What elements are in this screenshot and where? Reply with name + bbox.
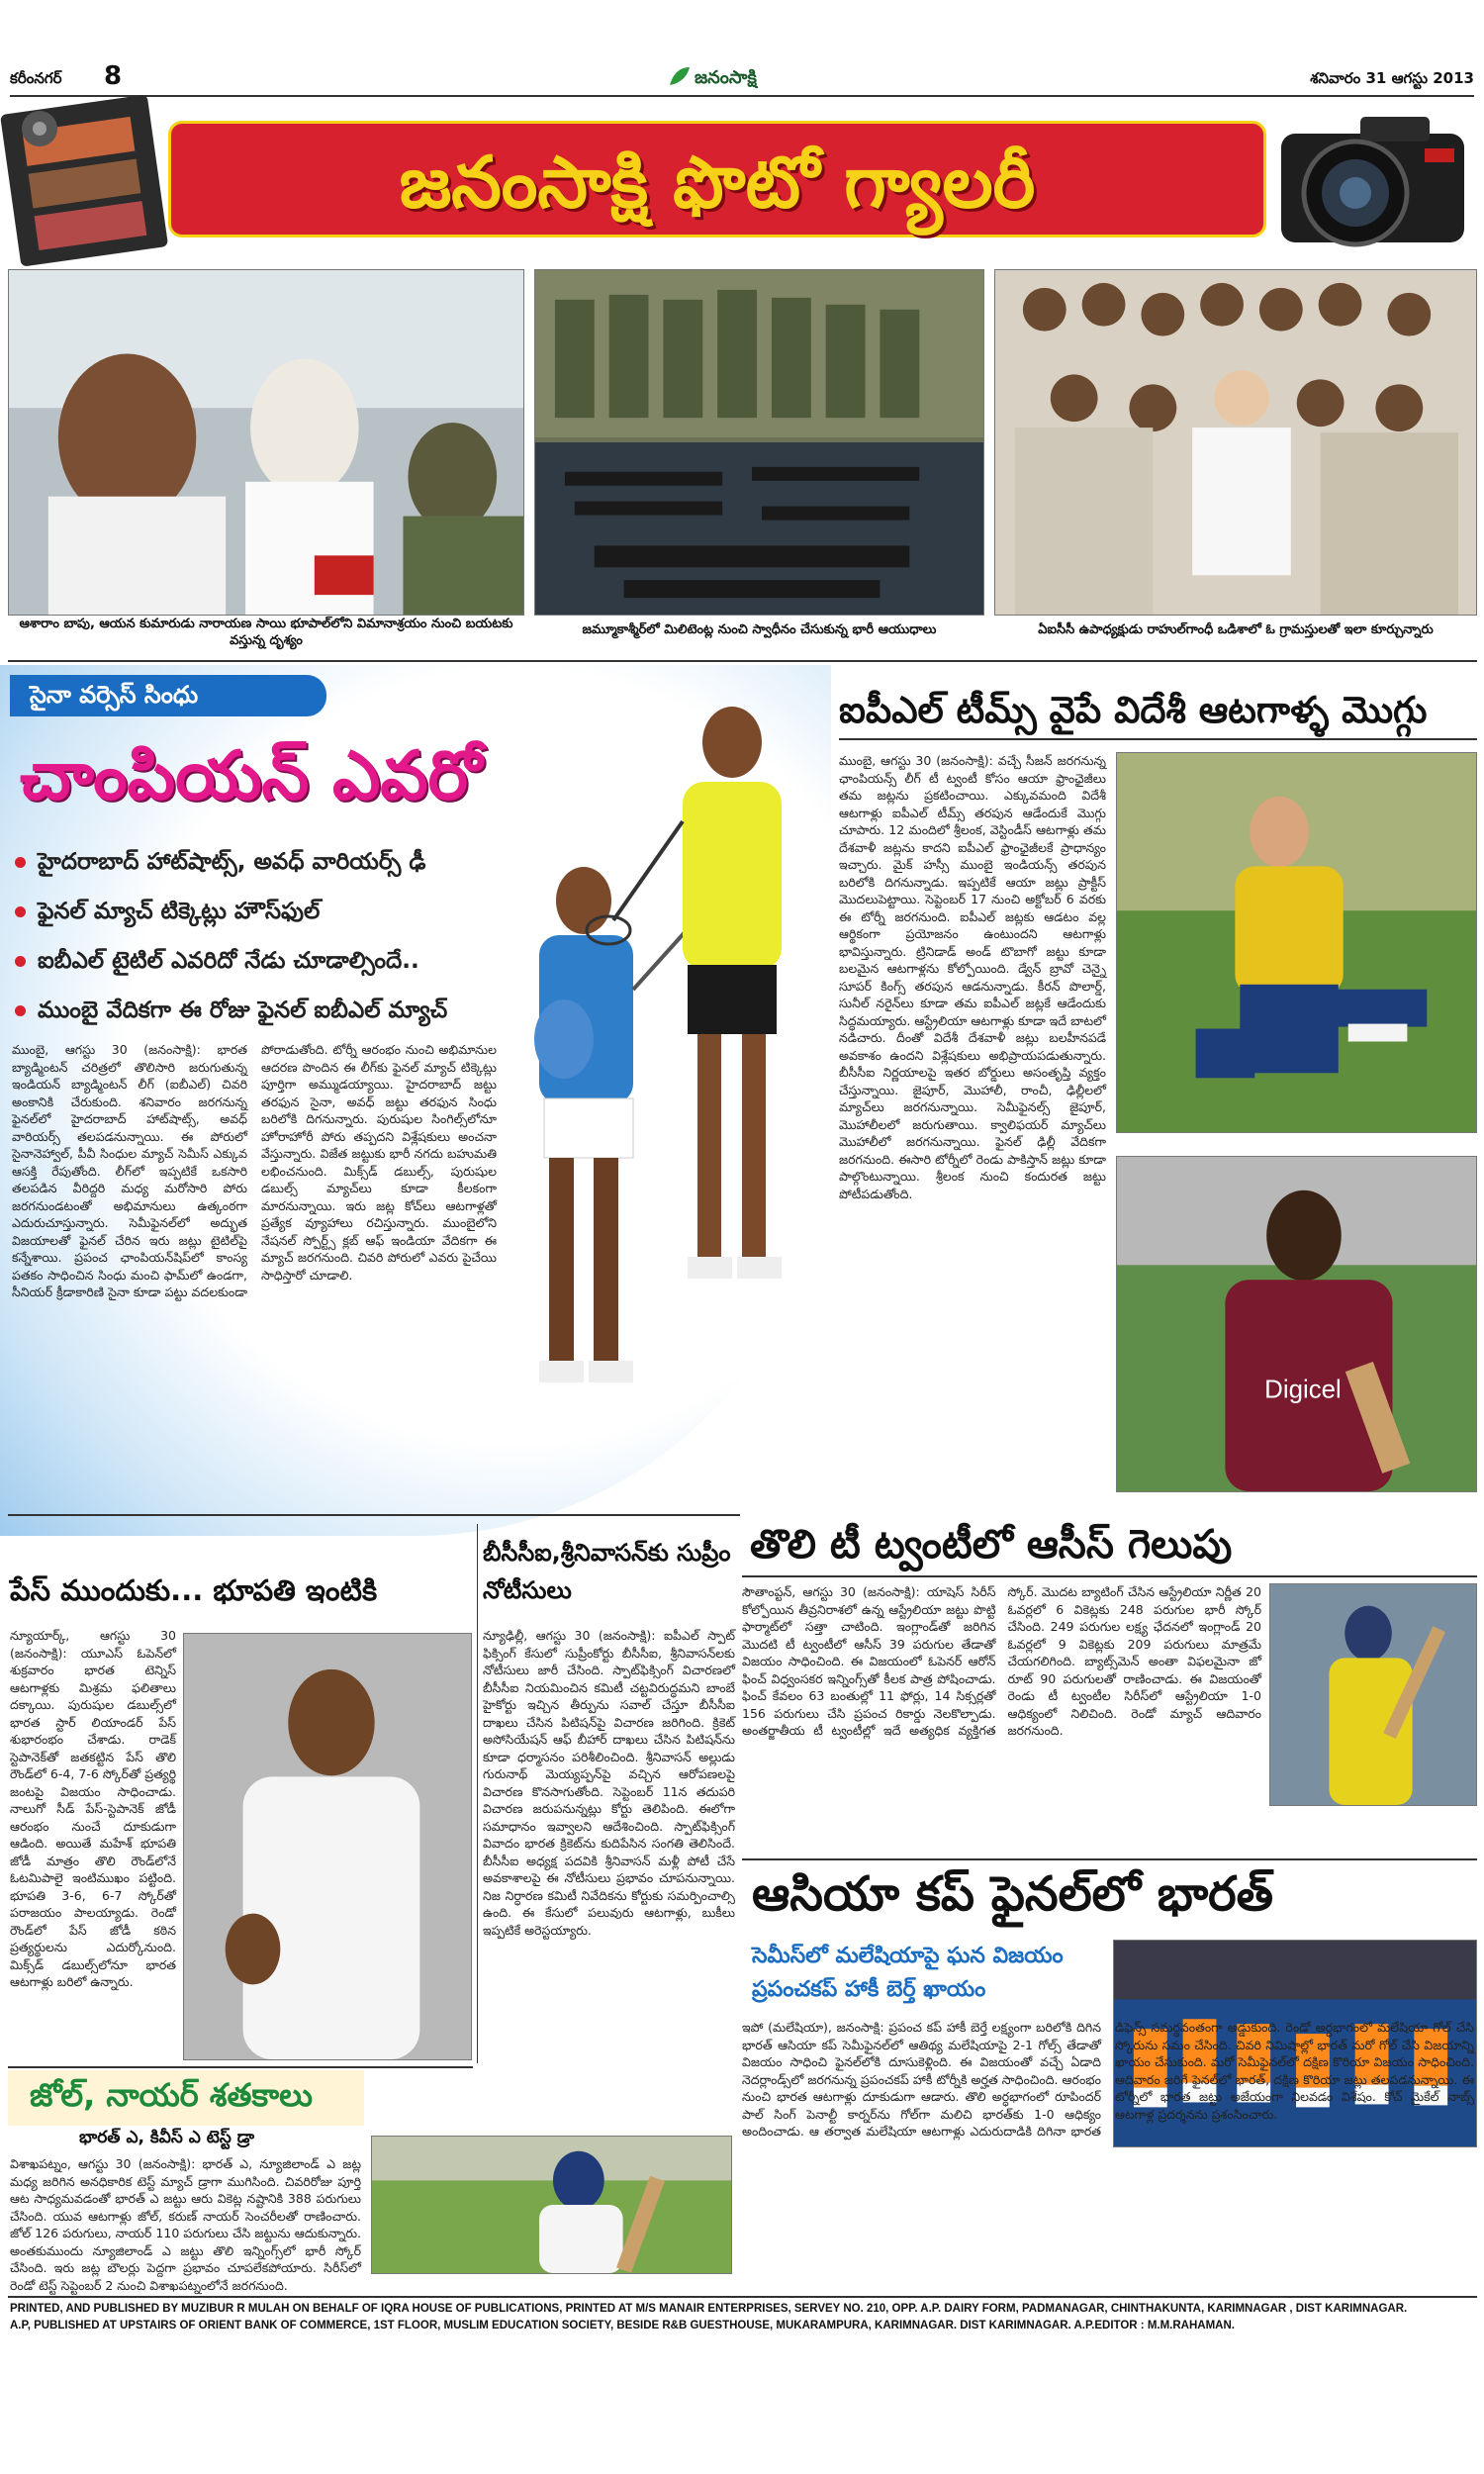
- issue-date: శనివారం 31 ఆగస్టు 2013: [1310, 69, 1474, 87]
- photo-weapons-caption: జమ్మూకాశ్మీర్‌లో మిలిటెంట్ల నుంచి స్వాధీనం చేసుకున్న భారీ ఆయుధాలు: [582, 622, 937, 637]
- bcci-vertical-rule: [477, 1524, 478, 2063]
- bullet-dot-icon: [15, 1005, 26, 1016]
- photo-seized-weapons: [534, 269, 984, 616]
- masthead: [10, 61, 1474, 97]
- photo-leander-paes: [183, 1633, 472, 2060]
- saina-kicker: సైనా వర్సెస్ సింధు: [30, 681, 199, 709]
- photo-rahul-caption: ఏఐసీసీ ఉపాధ్యక్షుడు రాహుల్‌గాంధీ ఒడిశాలో ఓ గ్రామస్తులతో ఇలా కూర్చున్నారు: [1038, 622, 1434, 637]
- saina-bullet: ఫైనల్ మ్యాచ్ టిక్కెట్లు హౌస్‌ఫుల్: [15, 899, 320, 930]
- ipl-headline: ఐపీఎల్ టీమ్స్ వైపే విదేశీ ఆటగాళ్ళ మొగ్గు: [839, 689, 1428, 731]
- page-number: 8: [104, 61, 123, 91]
- asia-cup-top-rule: [742, 1858, 1477, 1860]
- ipl-headline-rule: [839, 738, 1477, 740]
- bcci-body: న్యూఢిల్లీ, ఆగస్టు 30 (జనంసాక్షి): ఐపీఎల్ స్పాట్ ఫిక్సింగ్ కేసులో సుప్రీంకోర్టు బీసీసీఐ, శ్రీనివాసన్‌లకు నోటీసులు జారీ చేసింది. స్పాట్‌ఫిక్సింగ్ విచారణలో బీసీసీఐ నియమించిన కమిటీ చట్టవిరుద్ధమని బాంబే హైకోర్టు ఇచ్చిన తీర్పును సవాల్ చేస్తూ బీసీసీఐ దాఖలు చేసిన పిటిషన్‌పై విచారణ జరిగింది. క్రికెట్ అసోసియేషన్ ఆఫ్ బీహార్ దాఖలు చేసిన పిటిషన్‌ను కూడా ధర్మాసనం పరిశీలించింది. శ్రీనివాసన్ అల్లుడు గురునాథ్ మెయ్యప్పన్‌పై వచ్చిన ఆరోపణలపై విచారణ కొనసాగుతోంది. సెప్టెంబర్ 11న తదుపరి విచారణ జరుపనున్నట్లు కోర్టు తెలిపింది. ఈలోగా సమాధానం ఇవ్వాలని ఆదేశించింది. స్పాట్‌ఫిక్సింగ్ వివాదం భారత క్రికెట్‌ను కుదిపేసిన సంగతి తెలిసిందే. బీసీసీఐ అధ్యక్ష పదవికి శ్రీనివాసన్ మళ్లీ పోటీ చేసే అవకాశాలపై ఈ నోటీసులు ప్రభావం చూపనున్నాయి. నిజ నిర్ధారణ కమిటీ నివేదికను కోర్టుకు సమర్పించాల్సి ఉంది. ఈ కేసులో పలువురు ఆటగాళ్లు, బుకీలు ఇప్పటికే అరెస్టయ్యారు.: [483, 1628, 735, 1938]
- joel-top-rule: [8, 2066, 473, 2068]
- t20-body: సౌతాంప్టన్, ఆగస్టు 30 (జనంసాక్షి): యాషెస్ సిరీస్ కోల్పోయిన తీవ్రనిరాశలో ఉన్న ఆస్ట్రేలియా జట్టు పొట్టి ఫార్మాట్‌లో సత్తా చాటింది. ఇంగ్లాండ్‌తో జరిగిన మొదటి టీ ట్వంటీలో ఆసీస్ 39 పరుగుల తేడాతో విజయం సాధించింది. ఈ విజయంలో ఓపెనర్ ఆరోన్ ఫించ్ విధ్వంసకర ఇన్నింగ్స్‌తో కీలక పాత్ర పోషించాడు. ఫించ్ కేవలం 63 బంతుల్లో 11 ఫోర్లు, 14 సిక్సర్లతో 156 పరుగులు చేసి ప్రపంచ రికార్డు నెలకొల్పాడు. అంతర్జాతీయ టీ ట్వంటీల్లో ఇదే అత్యధిక వ్యక్తిగత స్కోర్. మొదట బ్యాటింగ్ చేసిన ఆస్ట్రేలియా నిర్ణీత 20 ఓవర్లలో 6 వికెట్లకు 248 పరుగుల భారీ స్కోర్ చేసింది. 249 పరుగుల లక్ష్య ఛేదనలో ఇంగ్లాండ్ 20 ఓవర్లలో 9 వికెట్లకు 209 పరుగులు మాత్రమే చేయగలిగింది. బ్యాట్స్‌మెన్ అంతా విఫలమైనా జో రూట్ 90 పరుగులతో రాణించాడు. ఈ విజయంతో రెండు టీ ట్వంటీల సిరీస్‌లో ఆస్ట్రేలియా 1-0 ఆధిక్యంలో నిలిచింది. రెండో మ్యాచ్ ఆదివారం జరగనుంది.: [742, 1584, 1261, 1738]
- joel-headline: జోల్, నాయర్ శతకాలు: [30, 2076, 313, 2114]
- photo-west-indies-batsman: [1116, 1156, 1477, 1492]
- asia-cup-subhead-2: ప్రపంచకప్ హాకీ బెర్త్ ఖాయం: [752, 1977, 986, 2002]
- footer-imprint-line-2: A.P, PUBLISHED AT UPSTAIRS OF ORIENT BANK OF COMMERCE, 1ST FLOOR, MUSLIM EDUCATION SOCIETY, BESIDE R&B GUESTHOUSE, MUKARAMPURA, KARIMNAGAR. DIST KARIMNAGAR. A.P.EDITOR : M.M.RAHAMAN.: [10, 2320, 1235, 2331]
- saina-body: ముంబై, ఆగస్టు 30 (జనంసాక్షి): భారత బ్యాడ్మింటన్ చరిత్రలో తొలిసారి జరుగుతున్న ఇండియన్ బ్యాడ్మింటన్ లీగ్ (ఐబీఎల్) చివరి అంకానికి చేరుకుంది. శనివారం జరగనున్న ఫైనల్‌లో హైదరాబాద్ హాట్‌షాట్స్, అవధ్ వారియర్స్ తలపడనున్నాయి. ఈ పోరులో సైనానెహ్వాల్, పీవీ సింధుల మ్యాచ్ సెమీస్ ఎక్కువ ఆసక్తి రేపుతోంది. లీగ్‌లో ఇప్పటికే ఒకసారి తలపడిన వీరిద్దరి మధ్య మరోసారి పోరు జరగనుండటంతో అభిమానులు ఉత్కంఠగా ఎదురుచూస్తున్నారు. సెమీఫైనల్‌లో అద్భుత విజయాలతో ఫైనల్ చేరిన ఇరు జట్లు టైటిల్‌పై కన్నేశాయి. ప్రపంచ ఛాంపియన్‌షిప్‌లో కాంస్య పతకం సాధించిన సింధు మంచి ఫామ్‌లో ఉండగా, సీనియర్ క్రీడాకారిణి సైనా కూడా పట్టు వదలకుండా పోరాడుతోంది. టోర్నీ ఆరంభం నుంచి అభిమానుల ఆదరణ పొందిన ఈ లీగ్‌కు ఫైనల్ మ్యాచ్ టిక్కెట్లు పూర్తిగా అమ్ముడయ్యాయి. హైదరాబాద్ జట్టు తరఫున సైనా, అవధ్ జట్టు తరఫున సింధు బరిలోకి దిగనున్నారు. పురుషుల సింగిల్స్‌లోనూ హోరాహోరీ పోరు తప్పదని విశ్లేషకులు అంచనా వేస్తున్నారు. విజేత జట్టుకు భారీ నగదు బహుమతి లభించనుంది. మిక్స్‌డ్ డబుల్స్, పురుషుల డబుల్స్ మ్యాచ్‌లు కూడా కీలకంగా మారనున్నాయి. ఇరు జట్ల కోచ్‌లు ఆటగాళ్లతో ప్రత్యేక వ్యూహాలు రచిస్తున్నారు. ముంబైలోని నేషనల్ స్పోర్ట్స్ క్లబ్ ఆఫ్ ఇండియా వేదికగా ఈ మ్యాచ్ జరగనుంది. చివరి పోరులో ఎవరు పైచేయి సాధిస్తారో చూడాలి.: [12, 1042, 497, 1299]
- paes-body: న్యూయార్క్, ఆగస్టు 30 (జనంసాక్షి): యూఎస్ ఓపెన్‌లో శుక్రవారం భారత టెన్నిస్ ఆటగాళ్లకు మిశ్రమ ఫలితాలు దక్కాయి. పురుషుల డబుల్స్‌లో భారత స్టార్ లియాండర్ పేస్ శుభారంభం చేశాడు. రాడెక్ స్టెపానెక్‌తో జతకట్టిన పేస్ తొలి రౌండ్‌లో 6-4, 7-6 స్కోర్‌తో ప్రత్యర్థి జంటపై విజయం సాధించాడు. నాలుగో సీడ్ పేస్-స్టెపానెక్ జోడీ ఆరంభం నుంచే దూకుడుగా ఆడింది. అయితే మహేశ్ భూపతి జోడీ మాత్రం తొలి రౌండ్‌లోనే ఓటమిపాలై ఇంటిముఖం పట్టింది. భూపతి 3-6, 6-7 స్కోర్‌తో పరాజయం పాలయ్యాడు. రెండో రౌండ్‌లో పేస్ జోడీ కఠిన ప్రత్యర్థులను ఎదుర్కోనుంది. మిక్స్‌డ్ డబుల్స్‌లోనూ భారత ఆటగాళ్లు బరిలో ఉన్నారు.: [10, 1628, 176, 1989]
- camera-icon: [1261, 99, 1479, 262]
- joel-body: విశాఖపట్నం, ఆగస్టు 30 (జనంసాక్షి): భారత్ ఎ, న్యూజిలాండ్ ఎ జట్ల మధ్య జరిగిన అనధికారిక టెస్ట్ మ్యాచ్ డ్రాగా ముగిసింది. చివరిరోజు పూర్తి ఆట సాధ్యమవడంతో భారత్ ఎ జట్టు ఆరు వికెట్ల నష్టానికి 388 పరుగులు చేసింది. యువ ఆటగాళ్లు జోల్, కరుణ్ నాయర్ సెంచరీలతో రాణించారు. జోల్ 126 పరుగులు, నాయర్ 110 పరుగులు చేసి జట్టును ఆదుకున్నారు. అంతకుముందు న్యూజిలాండ్ ఎ జట్టు తొలి ఇన్నింగ్స్‌లో భారీ స్కోర్ చేసింది. ఇరు జట్ల బౌలర్లు పెద్దగా ప్రభావం చూపలేకపోయారు. సిరీస్‌లో రెండో టెస్ట్ సెప్టెంబర్ 2 నుంచి విశాఖపట్నంలోనే జరగనుంది.: [10, 2156, 361, 2293]
- saina-bullet: హైదరాబాద్ హాట్‌షాట్స్, అవధ్ వారియర్స్ ఢీ: [15, 849, 425, 881]
- ipl-body: ముంబై, ఆగస్టు 30 (జనంసాక్షి): వచ్చే సీజన్ జరగనున్న ఛాంపియన్స్ లీగ్ టీ ట్వంటీ కోసం ఆయా ఫ్రాంఛైజీలు తమ జట్లను ప్రకటించాయి. ఎక్కువమంది విదేశీ ఆటగాళ్లు ఐపీఎల్ టీమ్స్ తరపున ఆడేందుకే మొగ్గు చూపారు. 12 మందిలో శ్రీలంక, వెస్టిండీస్ ఆటగాళ్లు తమ దేశవాళీ జట్లను కాదని ఐపీఎల్ ఫ్రాంఛైజీలకే ప్రాధాన్యం ఇచ్చారు. మైక్ హస్సీ ముంబై ఇండియన్స్ తరపున బరిలోకి దిగనున్నాడు. ఇప్పటికే ఆయా జట్లు ప్రాక్టీస్ మొదలుపెట్టాయి. సెప్టెంబర్ 17 నుంచి అక్టోబర్ 6 వరకు ఈ టోర్నీ జరగనుంది. ఐపీఎల్ జట్లకు ఆడటం వల్ల ఆర్థికంగా ప్రయోజనం ఉంటుందని ఆటగాళ్లు భావిస్తున్నారు. ట్రినిడాడ్ అండ్ టొబాగో జట్టు కూడా బలమైన ఆటగాళ్లను కోల్పోయింది. డ్వేన్ బ్రావో చెన్నై సూపర్ కింగ్స్ తరపున ఆడనున్నాడు. కీరన్ పొలార్డ్, సునీల్ నరైన్‌లు కూడా తమ ఐపీఎల్ జట్లకే ఆడేందుకు సిద్ధమయ్యారు. ఆస్ట్రేలియా ఆటగాళ్లు కూడా ఇదే బాటలో నడిచారు. దీంతో విదేశీ దేశవాళీ జట్లు బలహీనపడే అవకాశం ఉందని విశ్లేషకులు అభిప్రాయపడుతున్నారు. బీసీసీఐ నిర్ణయాలపై ఇతర బోర్డులు అసంతృప్తి వ్యక్తం చేస్తున్నాయి. జైపూర్, మొహాలీ, రాంచీ, ఢిల్లీలలో మ్యాచ్‌లు జరగనున్నాయి. సెమీఫైనల్స్ జైపూర్, మొహాలీలలో జరుగుతాయి. క్వాలిఫయర్ మ్యాచ్‌లు మొహాలీలో జరగనున్నాయి. ఫైనల్ ఢిల్లీ వేదికగా జరగనుంది. ఈసారి టోర్నీలో రెండు పాకిస్తాన్ జట్లు కూడా పాల్గొంటున్నాయి. శ్రీలంక నుంచి కందురత జట్టు పోటీపడుతోంది.: [839, 753, 1106, 1201]
- t20-headline: తొలి టీ ట్వంటీలో ఆసీస్ గెలుపు: [750, 1522, 1233, 1568]
- gallery-title: జనంసాక్షి ఫొటో గ్యాలరీ: [399, 141, 1036, 224]
- photo-asaram-bapu: [8, 269, 524, 616]
- paper-logo-icon: [668, 65, 692, 87]
- bullet-dot-icon: [15, 906, 26, 917]
- footer-imprint-line-1: PRINTED, AND PUBLISHED BY MUZIBUR R MULAH ON BEHALF OF IQRA HOUSE OF PUBLICATIONS, PRINTED AT M/S MANAIR ENTERPRISES, SERVEY NO. 210, OPP. A.P. DAIRY FORM, PADMANAGAR, CHINTHAKUNTA, KARIMNAGAR , DIST KARIMNAGAR.: [10, 2303, 1408, 2315]
- photo-asaram-caption: ఆశారాం బాపు, ఆయన కుమారుడు నారాయణ సాయి భూపాల్‌లోని విమానాశ్రయం నుంచి బయటకు వస్తున్న దృశ్యం: [19, 617, 513, 648]
- edition-name: కరీంనగర్: [10, 69, 62, 87]
- asia-cup-subhead-1: సెమీస్‌లో మలేషియాపై ఘన విజయం: [752, 1944, 1064, 1968]
- asia-cup-body: ఇపో (మలేషియా), జనంసాక్షి: ప్రపంచ కప్ హాకీ బెర్తే లక్ష్యంగా బరిలోకి దిగిన భారత్ ఆసియా కప్ సెమీఫైనల్‌లో ఆతిథ్య మలేషియాపై 2-1 గోల్స్ తేడాతో విజయం సాధించి ఫైనల్‌లోకి దూసుకెళ్లింది. ఈ విజయంతో వచ్చే ఏడాది నెదర్లాండ్స్‌లో జరగనున్న ప్రపంచకప్ హాకీ టోర్నీకి అర్హత సాధించింది. ఆరంభం నుంచి భారత ఆటగాళ్లు దూకుడుగా ఆడారు. తొలి అర్ధభాగంలో రూపిందర్ పాల్ సింగ్ పెనాల్టీ కార్నర్‌ను గోల్‌గా మలిచి భారత్‌కు 1-0 ఆధిక్యం అందించాడు. ఆ తర్వాత మలేషియా ఆటగాళ్లు ఎదురుదాడికి దిగినా భారత డిఫెన్స్ సమర్థవంతంగా అడ్డుకుంది. రెండో అర్ధభాగంలో మలేషియా గోల్ చేసి స్కోరును సమం చేసింది. చివరి నిమిషాల్లో భారత్ మరో గోల్ చేసి విజయాన్ని ఖాయం చేసుకుంది. మరో సెమీఫైనల్‌లో దక్షిణ కొరియా విజయం సాధించింది. ఆదివారం జరిగే ఫైనల్‌లో భారత్, దక్షిణ కొరియా జట్లు తలపడనున్నాయి. ఈ టోర్నీలో భారత జట్టు అజేయంగా నిలవడం విశేషం. కోచ్ మైకేల్ నాబ్స్ ఆటగాళ్ల ప్రదర్శనను ప్రశంసించారు.: [742, 2020, 1474, 2139]
- photo-young-batsman: [371, 2136, 732, 2274]
- bcci-headline: బీసీసీఐ,శ్రీనివాసన్‌కు సుప్రీం నోటీసులు: [483, 1539, 731, 1604]
- asia-cup-headline: ఆసియా కప్ ఫైనల్‌లో భారత్: [752, 1866, 1273, 1922]
- lower-left-top-rule: [8, 1514, 740, 1516]
- gallery-banner: [0, 99, 1484, 267]
- footer-top-rule: [8, 2296, 1477, 2298]
- photo-hussey: [1116, 752, 1477, 1133]
- photo-rahul-gandhi: [994, 269, 1477, 616]
- masthead-divider: [10, 95, 1474, 97]
- photo-aaron-finch: [1269, 1583, 1477, 1806]
- photo-saina-sindhu-players: [495, 693, 826, 1465]
- t20-headline-rule: [742, 1575, 1477, 1577]
- paper-name: జనంసాక్షి: [695, 67, 757, 88]
- paes-headline: పేస్ ముందుకు... భూపతి ఇంటికి: [10, 1573, 378, 1607]
- svg-text:Digicel: Digicel: [1264, 1376, 1342, 1404]
- gallery-bottom-divider: [8, 660, 1477, 662]
- saina-bullet: ముంబై వేదికగా ఈ రోజు ఫైనల్ ఐబీఎల్ మ్యాచ్: [15, 998, 447, 1029]
- saina-headline: చాంపియన్ ఎవరో: [20, 737, 483, 815]
- joel-subhead: భారత్ ఎ, కివీస్ ఎ టెస్ట్ డ్రా: [79, 2128, 255, 2147]
- film-strip-icon: [0, 99, 173, 262]
- bullet-dot-icon: [15, 857, 26, 868]
- bullet-dot-icon: [15, 956, 26, 967]
- saina-bullet: ఐబీఎల్ టైటిల్ ఎవరిదో నేడు చూడాల్సిందే..: [15, 948, 419, 980]
